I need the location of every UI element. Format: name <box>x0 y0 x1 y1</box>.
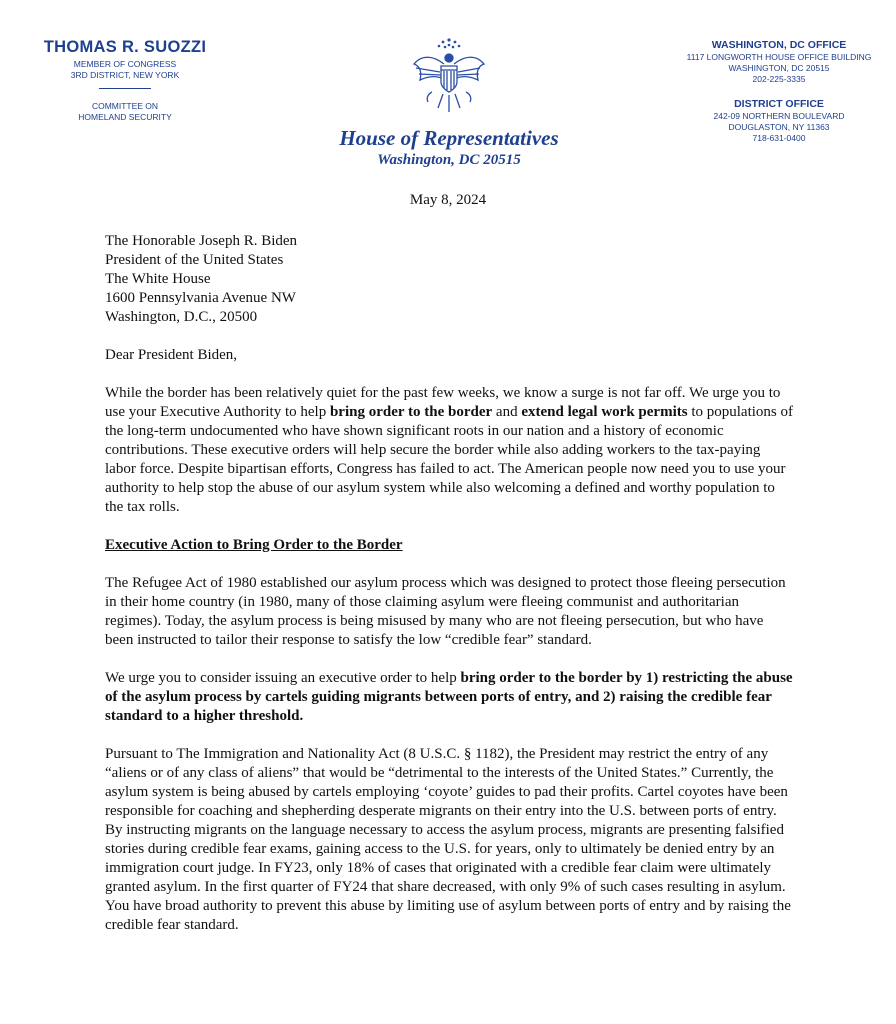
recipient-line: Washington, D.C., 20500 <box>105 309 258 325</box>
paragraph-urge: We urge you to consider issuing an executive order to help bring order to the border by 1) restricting the abuse of the asylum process by cartels guiding migrants between ports of entry, and 2) raising the credible fear standard to a higher threshold. <box>105 670 793 724</box>
letter-body <box>105 232 793 935</box>
dc-office-phone: 202-225-3335 <box>752 74 806 84</box>
dc-office-heading: WASHINGTON, DC OFFICE <box>711 39 847 51</box>
section-heading: Executive Action to Bring Order to the Border <box>105 537 403 553</box>
divider <box>99 88 151 89</box>
district-office-heading: DISTRICT OFFICE <box>734 98 824 110</box>
paragraph-refugee-act: The Refugee Act of 1980 established our asylum process which was designed to protect those fleeing persecution in their home country (in 1980, many of those claiming asylum were fleeing communist and authoritarian regimes). Today, the asylum process is being misused by many who are not fleeing persecution, but who have been instructed to tailor their response to satisfy the low “credible fear” standard. <box>105 575 786 648</box>
district-office-line2: DOUGLASTON, NY 11363 <box>728 122 830 132</box>
salutation: Dear President Biden, <box>105 347 238 363</box>
recipient-line: The White House <box>105 271 211 287</box>
house-city: Washington, DC 20515 <box>377 152 521 168</box>
paragraph-intro: While the border has been relatively quiet for the past few weeks, we know a surge is not far off. We urge you to use your Executive Authority to help bring order to the border and extend legal work permits to populations of the long-term undocumented who have shown significant roots in our nation and a history of economic contributions. These executive orders will help secure the border while also adding workers to the tax-paying labor force. Despite bipartisan efforts, Congress has failed to act. The American people now need you to use your authority to help stop the abuse of our asylum system while also welcoming a defined and worthy population to the tax rolls. <box>105 385 793 515</box>
district-office-line1: 242-09 NORTHERN BOULEVARD <box>713 111 845 121</box>
member-district: 3RD DISTRICT, NEW YORK <box>70 70 180 80</box>
district-office-phone: 718-631-0400 <box>752 133 806 143</box>
house-heading <box>290 126 608 170</box>
member-name: THOMAS R. SUOZZI <box>43 38 207 56</box>
dc-office-line2: WASHINGTON, DC 20515 <box>728 63 830 73</box>
letter-date: May 8, 2024 <box>409 192 487 208</box>
recipient-line: 1600 Pennsylvania Avenue NW <box>105 290 296 306</box>
member-role: MEMBER OF CONGRESS <box>73 59 177 69</box>
member-block <box>14 38 236 123</box>
eagle-seal-icon <box>410 34 488 118</box>
house-title: House of Representatives <box>339 126 559 150</box>
paragraph-ina: Pursuant to The Immigration and Nationality Act (8 U.S.C. § 1182), the President may restrict the entry of any “aliens or of any class of aliens” that would be “detrimental to the interests of the United States.” Currently, the asylum system is being abused by cartels employing ‘coyote’ guides to pad their profits. Cartel coyotes have been responsible for coaching and shepherding desperate migrants on their entry into the U.S. between ports of entry. By instructing migrants on the language necessary to access the asylum process, migrants are presenting falsified stories during credible fear exams, gaining access to the U.S. for years, only to ultimately be denied entry by an immigration court judge. In FY23, only 18% of cases that originated with a credible fear claim were ultimately granted asylum. In the first quarter of FY24 that share decreased, with only 9% of such cases resulting in asylum. You have broad authority to prevent this abuse by limiting use of asylum between ports of entry and by raising the credible fear standard. <box>105 746 791 933</box>
recipient-line: The Honorable Joseph R. Biden <box>105 233 298 249</box>
committee-line2: HOMELAND SECURITY <box>78 112 172 122</box>
recipient-line: President of the United States <box>105 252 284 268</box>
dc-office-line1: 1117 LONGWORTH HOUSE OFFICE BUILDING <box>686 52 872 62</box>
recipient-address <box>105 232 793 327</box>
committee-line1: COMMITTEE ON <box>91 101 159 111</box>
offices-block <box>684 38 874 144</box>
